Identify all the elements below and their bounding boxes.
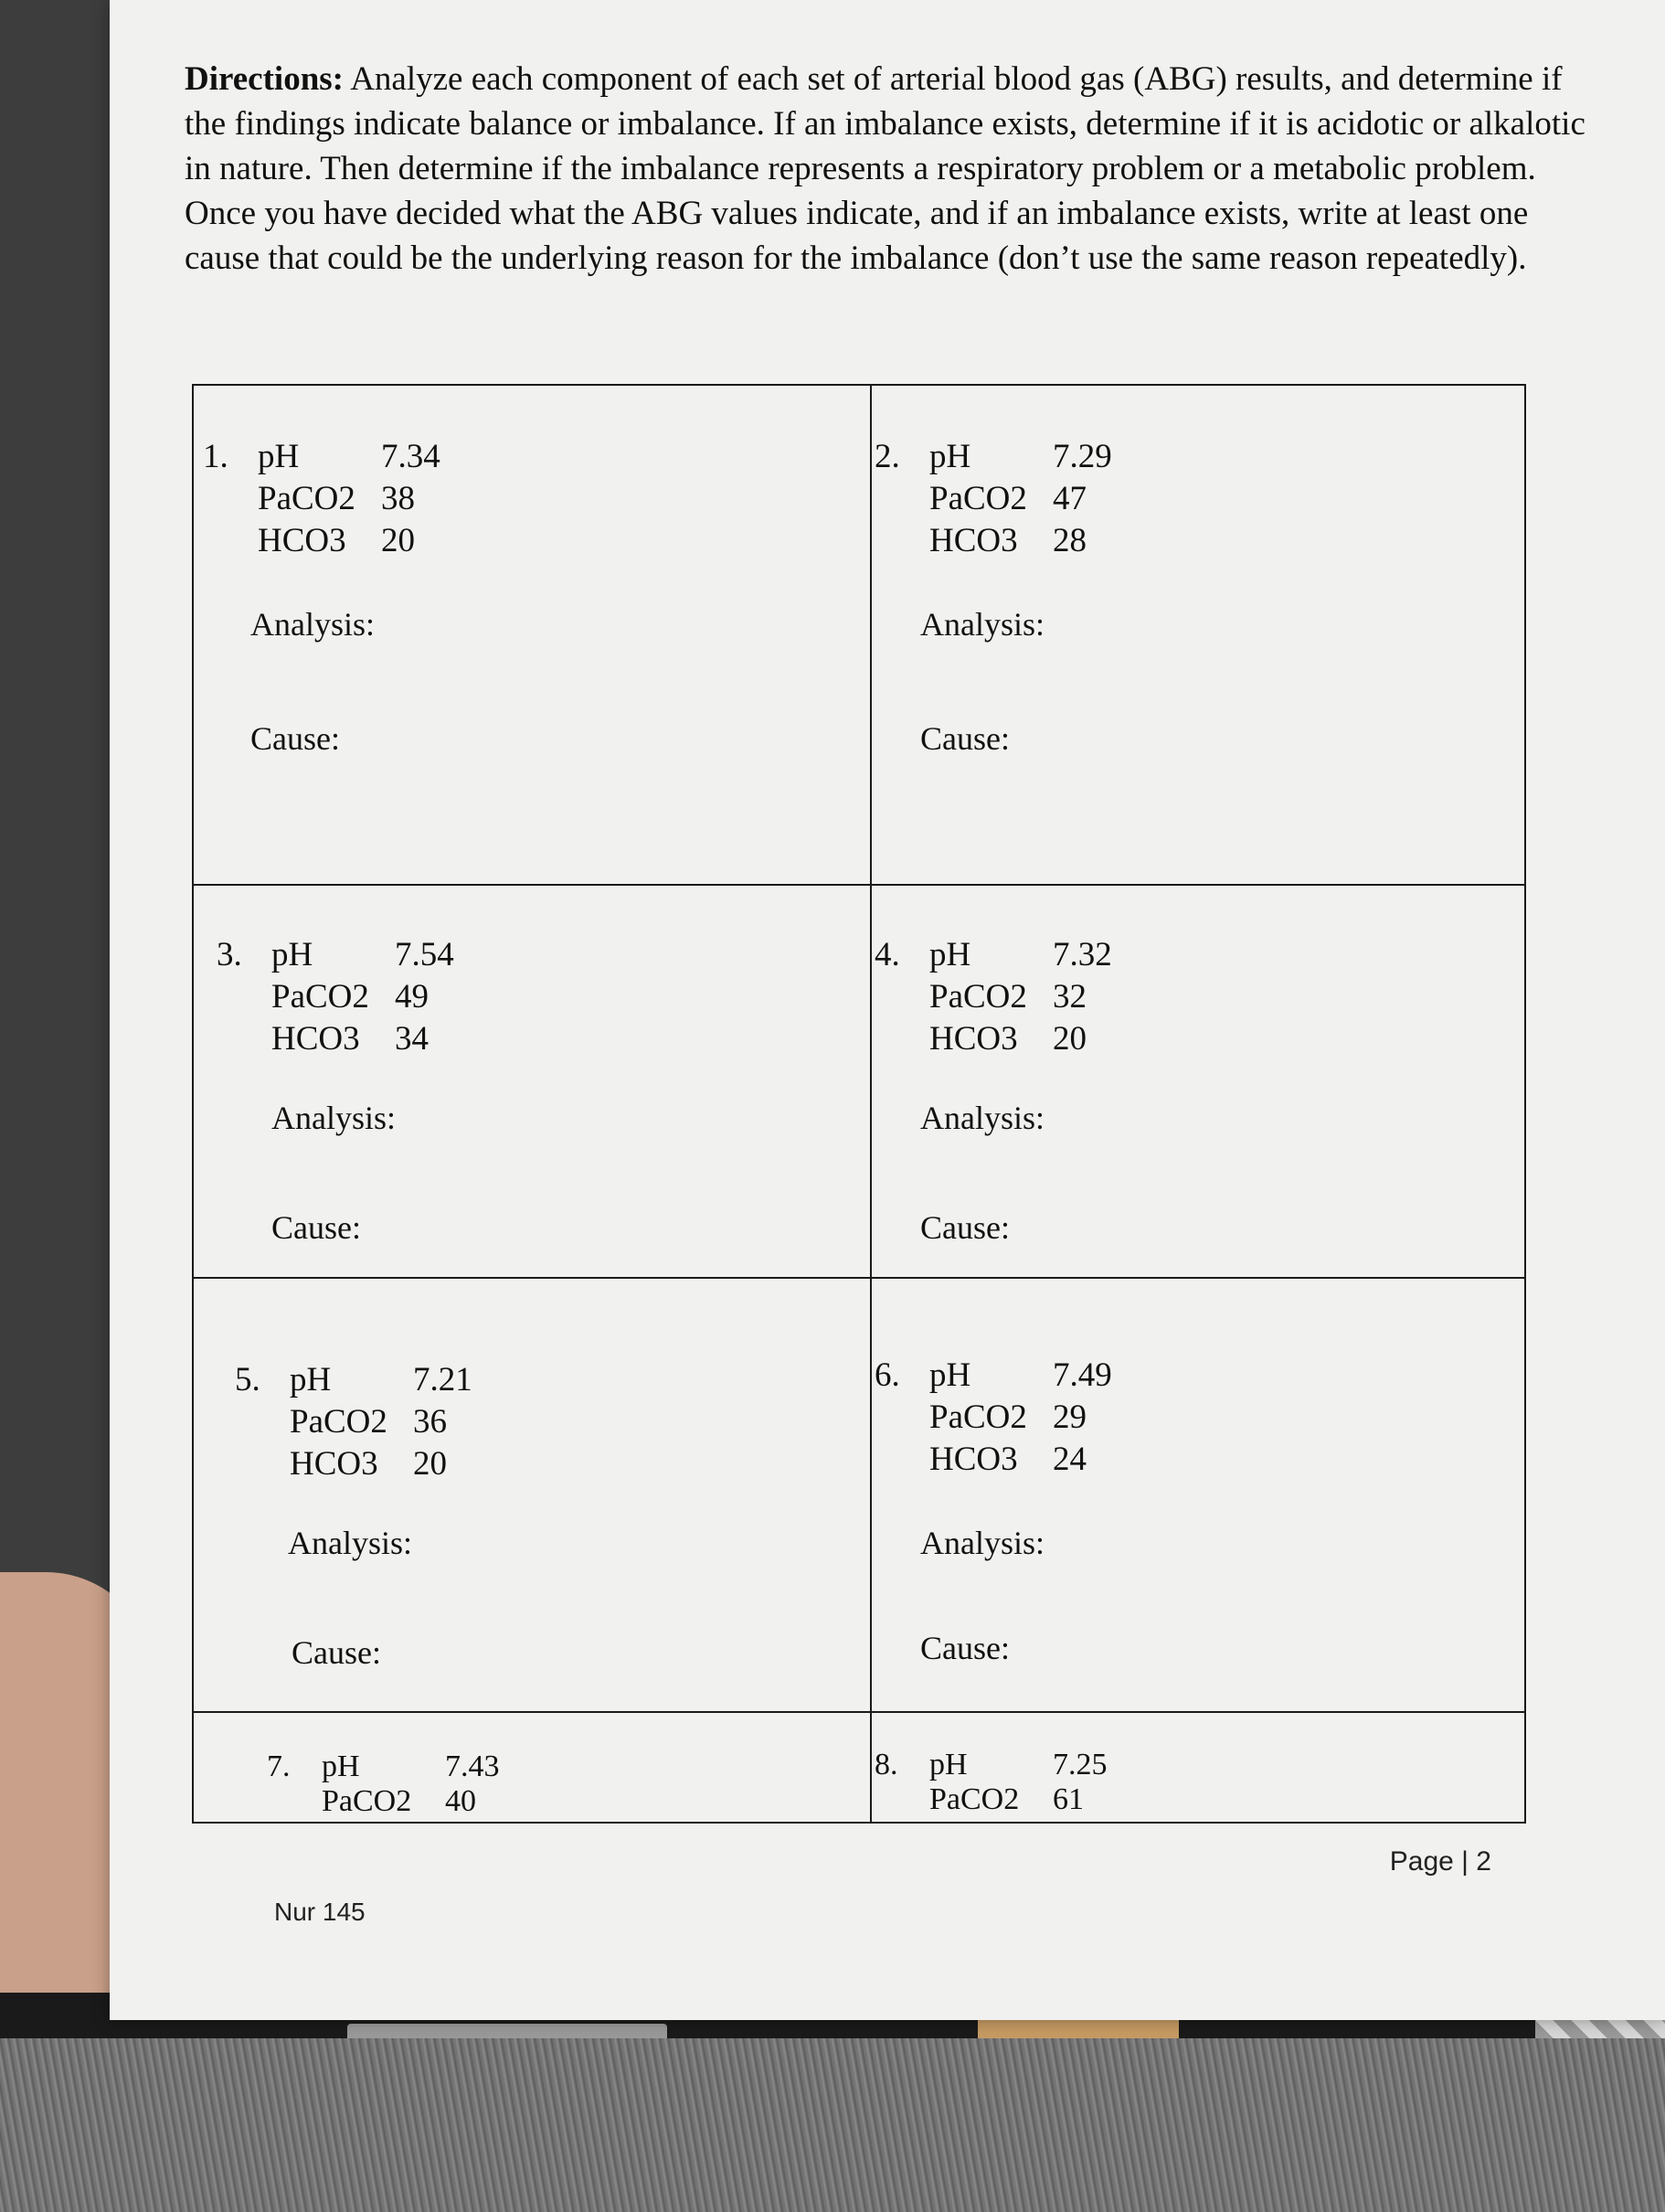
hco3-value: 34 (395, 1020, 429, 1058)
paco2-value: 36 (413, 1403, 447, 1441)
hco3-value: 20 (381, 522, 415, 559)
analysis-label: Analysis: (271, 1100, 397, 1136)
cause-label: Cause: (271, 1209, 361, 1246)
course-code: Nur 145 (274, 1898, 366, 1926)
analysis-label: Analysis: (250, 606, 376, 643)
paco2-value: 40 (445, 1784, 476, 1818)
paco2-label: PaCO2 (271, 978, 369, 1016)
paco2-label: PaCO2 (322, 1784, 412, 1818)
problem-5 (235, 1359, 875, 1697)
paco2-label: PaCO2 (290, 1403, 387, 1441)
directions-text: Analyze each component of each set of arterial blood gas (ABG) results, and determine if the findings indicate balance or imbalance. If an imbalance exists, determine if it is acidotic or alkalotic in nature. Then determine if the imbalance represents a respiratory problem or a metabolic problem. Once you have decided what the ABG values indicate, and if an imbalance exists, write at least one cause that could be the underlying reason for the imbalance (don’t use the same reason repeatedly). (185, 60, 1585, 277)
cause-label: Cause: (250, 720, 340, 757)
grid-divider (194, 1711, 1524, 1713)
ph-value: 7.25 (1053, 1748, 1108, 1781)
problem-number: 5. (235, 1361, 260, 1398)
page-number: Page | 2 (1389, 1846, 1491, 1877)
analysis-label: Analysis: (920, 606, 1045, 643)
ph-label: pH (290, 1361, 332, 1398)
cause-label: Cause: (920, 1209, 1010, 1246)
paco2-label: PaCO2 (929, 1398, 1027, 1436)
ph-label: pH (929, 1356, 971, 1394)
problem-number: 2. (875, 438, 900, 475)
cause-label: Cause: (292, 1634, 381, 1671)
ph-label: pH (322, 1749, 360, 1783)
grid-divider (194, 884, 1524, 886)
paco2-label: PaCO2 (929, 978, 1027, 1016)
hco3-value: 28 (1053, 522, 1087, 559)
ph-value: 7.43 (445, 1749, 500, 1783)
ph-label: pH (929, 438, 971, 475)
ph-label: pH (258, 438, 300, 475)
ph-value: 7.29 (1053, 438, 1112, 475)
problem-8 (875, 1748, 1514, 1821)
analysis-label: Analysis: (920, 1100, 1045, 1136)
ph-label: pH (929, 936, 971, 973)
hco3-label: HCO3 (258, 522, 346, 559)
worksheet-page (110, 0, 1665, 2020)
paco2-value: 61 (1053, 1782, 1084, 1816)
analysis-label: Analysis: (920, 1525, 1045, 1561)
ph-value: 7.49 (1053, 1356, 1112, 1394)
paco2-label: PaCO2 (258, 480, 355, 517)
ph-value: 7.21 (413, 1361, 472, 1398)
abg-problem-grid (192, 384, 1526, 1824)
paco2-label: PaCO2 (929, 480, 1027, 517)
problem-1 (203, 436, 843, 875)
paco2-label: PaCO2 (929, 1782, 1020, 1816)
problem-6 (875, 1355, 1514, 1693)
ph-value: 7.34 (381, 438, 440, 475)
hco3-label: HCO3 (271, 1020, 360, 1058)
paco2-value: 38 (381, 480, 415, 517)
problem-number: 6. (875, 1356, 900, 1394)
grid-divider (194, 1277, 1524, 1279)
problem-4 (875, 934, 1514, 1263)
paco2-value: 29 (1053, 1398, 1087, 1436)
analysis-label: Analysis: (288, 1525, 413, 1561)
problem-3 (217, 934, 856, 1263)
ph-value: 7.54 (395, 936, 454, 973)
cause-label: Cause: (920, 1630, 1010, 1666)
problem-7 (267, 1749, 907, 1823)
hco3-label: HCO3 (929, 522, 1018, 559)
paco2-value: 49 (395, 978, 429, 1016)
carpet (0, 2038, 1665, 2212)
hco3-value: 20 (1053, 1020, 1087, 1058)
hco3-value: 24 (1053, 1441, 1087, 1478)
ph-label: pH (929, 1748, 968, 1781)
hco3-value: 20 (413, 1445, 447, 1483)
ph-label: pH (271, 936, 313, 973)
ph-value: 7.32 (1053, 936, 1112, 973)
cause-label: Cause: (920, 720, 1010, 757)
problem-2 (875, 436, 1514, 875)
hco3-label: HCO3 (929, 1020, 1018, 1058)
problem-number: 8. (875, 1748, 898, 1781)
paco2-value: 47 (1053, 480, 1087, 517)
directions-label: Directions: (185, 60, 344, 98)
problem-number: 1. (203, 438, 228, 475)
hco3-label: HCO3 (290, 1445, 378, 1483)
problem-number: 3. (217, 936, 242, 973)
directions-paragraph (185, 57, 1592, 281)
paco2-value: 32 (1053, 978, 1087, 1016)
problem-number: 4. (875, 936, 900, 973)
problem-number: 7. (267, 1749, 291, 1783)
hco3-label: HCO3 (929, 1441, 1018, 1478)
